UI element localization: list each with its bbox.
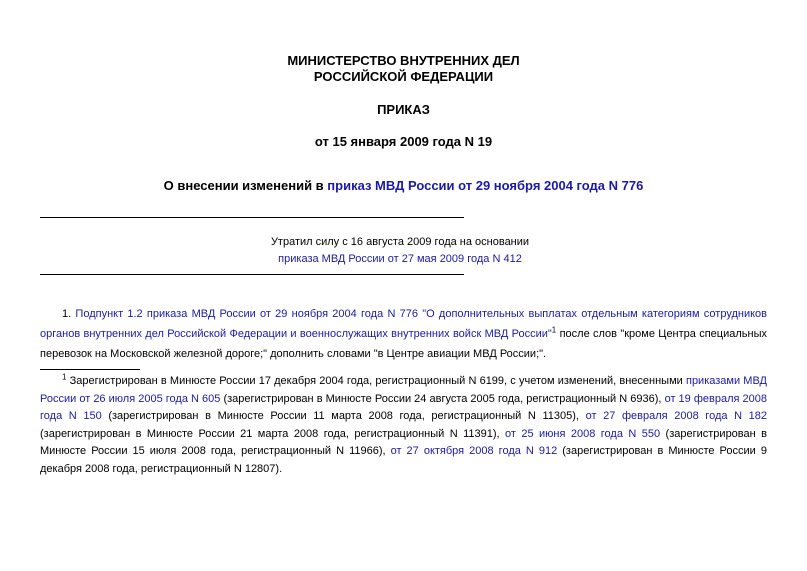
footnote-1 xyxy=(40,373,767,478)
footnote-text-1: Зарегистрирован в Минюсте России 17 декабря 2004 года, регистрационный N 6199, с учетом изменений, внесенными xyxy=(66,375,686,387)
doc-type: ПРИКАЗ xyxy=(377,102,430,117)
subject-order-link[interactable]: приказ МВД России от 29 ноября 2004 года N 776 xyxy=(327,178,644,193)
ministry-heading xyxy=(0,53,807,85)
doc-date: от 15 января 2009 года N 19 xyxy=(314,134,493,149)
status-note xyxy=(200,234,600,268)
ministry-line-2: РОССИЙСКОЙ ФЕДЕРАЦИИ xyxy=(313,69,494,84)
footnote-divider xyxy=(40,369,140,370)
footnote-text-2: (зарегистрирован в Минюсте России 24 августа 2005 года, регистрационный N 6936), xyxy=(220,392,665,405)
subject-prefix: О внесении изменений в xyxy=(163,178,328,193)
footnote-text-3: (зарегистрирован в Минюсте России 11 марта 2008 года, регистрационный N 11305), xyxy=(101,410,586,422)
footnote-text-4: (зарегистрирован в Минюсте России 21 марта 2008 года, регистрационный N 11391), xyxy=(40,427,506,440)
item-1-paragraph xyxy=(40,304,767,364)
footnote-ref-1[interactable]: 1 xyxy=(551,325,557,335)
divider-top xyxy=(40,217,464,218)
item-1-text: после слов "кроме Центра специальных перевозок на Московской железной дороге;" дополнить словами "в Центре авиации МВД России;". xyxy=(40,328,767,360)
status-line: Утратил силу с 16 августа 2009 года на основании xyxy=(270,236,530,248)
item-1-number: 1. xyxy=(62,308,76,320)
ministry-line-1: МИНИСТЕРСТВО ВНУТРЕННИХ ДЕЛ xyxy=(287,53,520,68)
footnote-mark: 1 xyxy=(62,372,67,382)
item-1-order-link[interactable]: Подпункт 1.2 приказа МВД России от 29 ноября 2004 года N 776 "О дополнительных выплатах отдельным категориям сотрудников органов внутренних дел Российской Федерации и военнослужащих внутренних войск МВД России" xyxy=(40,308,767,340)
footnote-text-6: (зарегистрирован в Минюсте России 9 декабря 2008 года, регистрационный N 12807). xyxy=(40,445,767,475)
divider-bottom xyxy=(40,274,464,275)
footnote-text-5: (зарегистрирован в Минюсте России 15 июля 2008 года, регистрационный N 11966), xyxy=(40,427,767,457)
footnote-link-150[interactable]: от 19 февраля 2008 года N 150 xyxy=(40,392,768,422)
footnote-link-550[interactable]: от 25 июня 2008 года N 550 xyxy=(505,427,661,440)
footnote-link-912[interactable]: от 27 октября 2008 года N 912 xyxy=(390,445,558,457)
footnote-link-182[interactable]: от 27 февраля 2008 года N 182 xyxy=(585,410,768,422)
footnote-link-605[interactable]: приказами МВД России от 26 июля 2005 года N 605 xyxy=(40,375,768,405)
doc-subject xyxy=(0,178,807,194)
status-order-link[interactable]: приказа МВД России от 27 мая 2009 года N 412 xyxy=(278,253,522,265)
